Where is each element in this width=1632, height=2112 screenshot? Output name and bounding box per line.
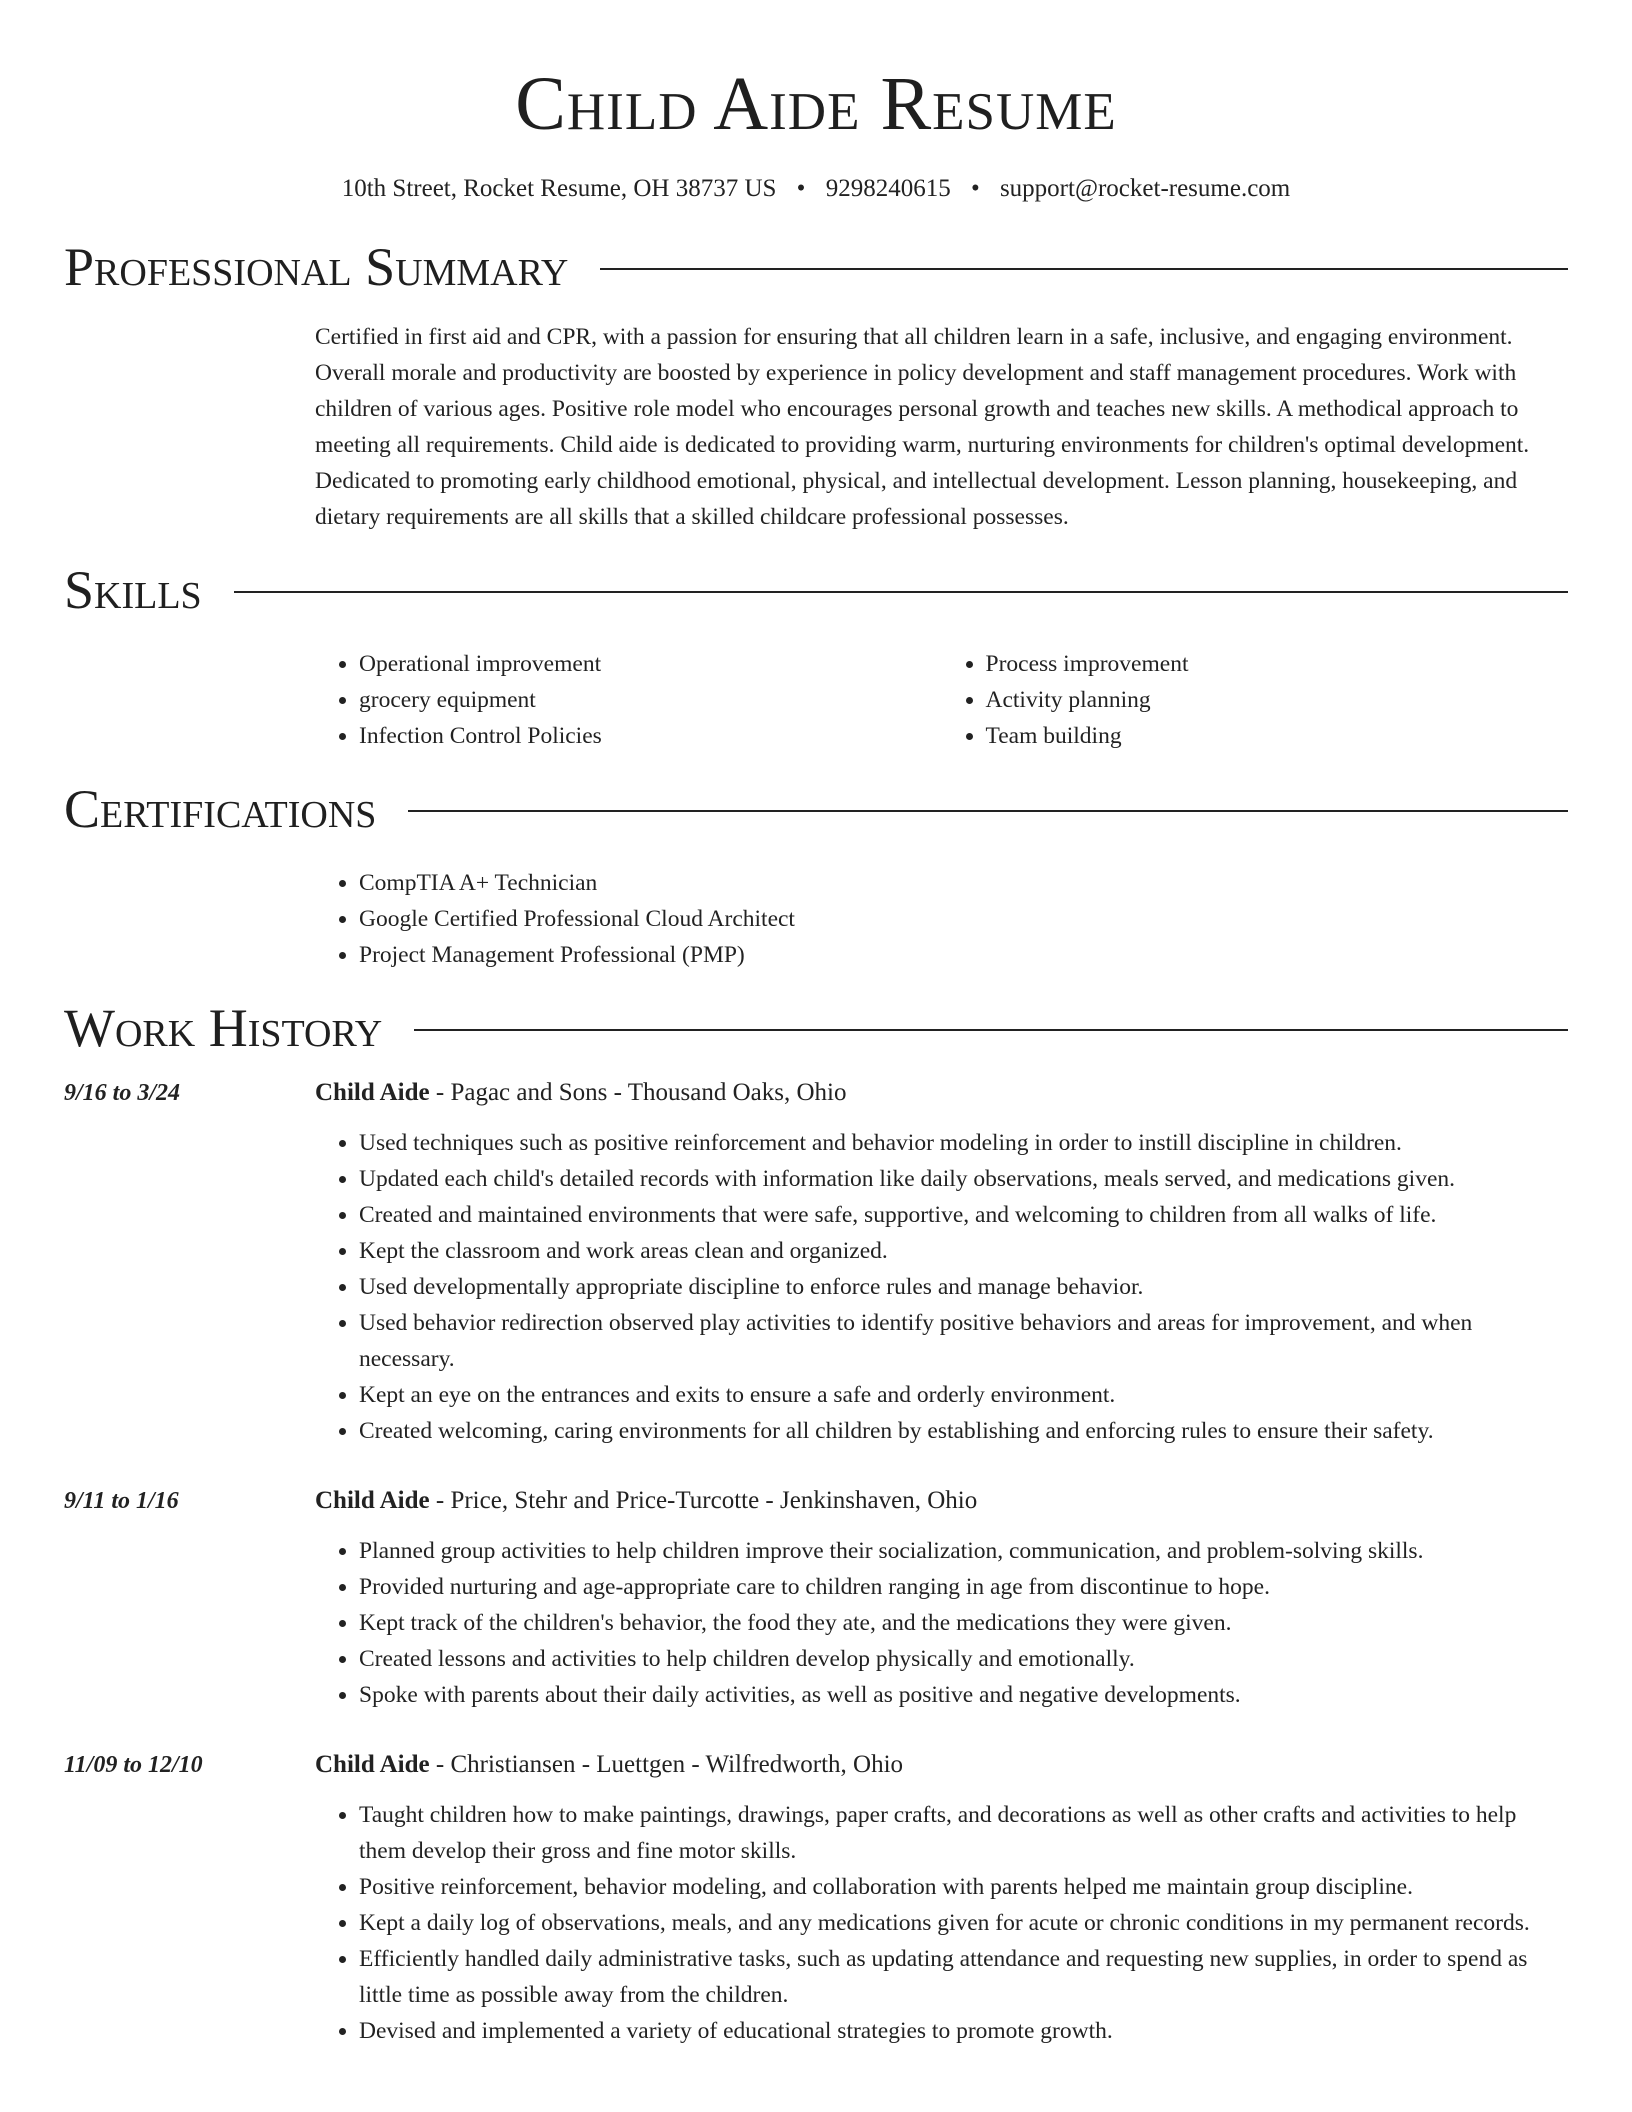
job-title: Child Aide [315, 1751, 430, 1778]
job-duty: • Created and maintained environments that were safe, supportive, and welcoming to children from all walks of life. [359, 1197, 1568, 1233]
job-duty: • Created lessons and activities to help children develop physically and emotionally. [359, 1641, 1568, 1677]
skills-section [64, 555, 1568, 754]
job-duty: • Kept track of the children's behavior, the food they ate, and the medications they were given. [359, 1605, 1568, 1641]
job-entry [64, 1483, 1568, 1713]
job-dates: 11/09 to 12/10 [64, 1752, 203, 1778]
job-duties-list [315, 1797, 1568, 2049]
job-duty: • Efficiently handled daily administrative tasks, such as updating attendance and requesting new supplies, in order to spend as little time as possible away from the children. [359, 1941, 1568, 2013]
job-title: Child Aide [315, 1487, 430, 1514]
job-duties-list [315, 1125, 1568, 1449]
skill-item: • Process improvement [986, 646, 1569, 682]
summary-text: Certified in first aid and CPR, with a passion for ensuring that all children learn in a safe, inclusive, and engaging environment. Overall morale and productivity are boosted by experience in policy development and staff management procedures. Work with children of various ages. Positive role model who encourages personal growth and teaches new skills. A methodical approach to meeting all requirements. Child aide is dedicated to providing warm, nurturing environments for children's optimal development. Dedicated to promoting early childhood emotional, physical, and intellectual development. Lesson planning, housekeeping, and dietary requirements are all skills that a skilled childcare professional possesses. [315, 324, 1530, 530]
job-header [315, 1747, 1568, 1783]
job-duty: • Planned group activities to help children improve their socialization, communication, and problem-solving skills. [359, 1533, 1568, 1569]
contact-separator: • [970, 175, 980, 202]
job-duty: • Spoke with parents about their daily activities, as well as positive and negative developments. [359, 1677, 1568, 1713]
certification-item: • CompTIA A+ Technician [359, 865, 1568, 901]
contact-email: support@rocket-resume.com [999, 175, 1291, 202]
section-divider [408, 810, 1568, 812]
contact-phone: 9298240615 [825, 175, 951, 202]
job-title: Child Aide [315, 1079, 430, 1106]
summary-section [64, 232, 1568, 535]
job-duty: • Kept a daily log of observations, meals, and any medications given for acute or chronic conditions in my permanent records. [359, 1905, 1568, 1941]
certifications-heading: Certifications [64, 779, 377, 839]
job-duty: • Used behavior redirection observed play activities to identify positive behaviors and areas for improvement, and when necessary. [359, 1305, 1568, 1377]
skill-item: • Activity planning [986, 682, 1569, 718]
job-entry [64, 1075, 1568, 1449]
certifications-list [315, 865, 1568, 973]
job-duty: • Created welcoming, caring environments for all children by establishing and enforcing rules to ensure their safety. [359, 1413, 1568, 1449]
skill-item: • Operational improvement [359, 646, 942, 682]
job-employer: - Christiansen - Luettgen - Wilfredworth, Ohio [429, 1751, 904, 1778]
job-duty: • Devised and implemented a variety of educational strategies to promote growth. [359, 2013, 1568, 2049]
certification-item: • Google Certified Professional Cloud Architect [359, 901, 1568, 937]
job-dates: 9/16 to 3/24 [64, 1080, 181, 1106]
job-duty: • Taught children how to make paintings, drawings, paper crafts, and decorations as well as other crafts and activities to help them develop their gross and fine motor skills. [359, 1797, 1568, 1869]
skill-item: • grocery equipment [359, 682, 942, 718]
summary-body [315, 319, 1568, 535]
work-history-heading: Work History [64, 998, 383, 1058]
job-dates: 9/11 to 1/16 [64, 1488, 179, 1514]
job-entry [64, 1747, 1568, 2049]
summary-header [64, 232, 1568, 302]
job-duties-list [315, 1533, 1568, 1713]
work-history-header [64, 993, 1568, 1063]
certifications-header [64, 774, 1568, 844]
job-header [315, 1075, 1568, 1111]
job-duty: • Positive reinforcement, behavior modeling, and collaboration with parents helped me maintain group discipline. [359, 1869, 1568, 1905]
summary-heading: Professional Summary [64, 237, 569, 297]
section-divider [600, 268, 1568, 270]
section-divider [234, 591, 1568, 593]
work-history-section [64, 993, 1568, 2049]
contact-line [64, 172, 1568, 206]
certification-item: • Project Management Professional (PMP) [359, 937, 1568, 973]
certifications-section [64, 774, 1568, 973]
job-details [315, 1075, 1568, 1449]
job-duty: • Used developmentally appropriate discipline to enforce rules and manage behavior. [359, 1269, 1568, 1305]
skills-header [64, 555, 1568, 625]
job-header [315, 1483, 1568, 1519]
job-duty: • Kept an eye on the entrances and exits to ensure a safe and orderly environment. [359, 1377, 1568, 1413]
job-duty: • Kept the classroom and work areas clean and organized. [359, 1233, 1568, 1269]
skills-list-right [942, 646, 1569, 754]
job-duty: • Provided nurturing and age-appropriate care to children ranging in age from discontinue to hope. [359, 1569, 1568, 1605]
job-employer: - Pagac and Sons - Thousand Oaks, Ohio [429, 1079, 847, 1106]
skills-body [315, 646, 1568, 754]
skills-heading: Skills [64, 560, 202, 620]
resume-page [64, 0, 1568, 2049]
skill-item: • Infection Control Policies [359, 718, 942, 754]
job-duty: • Updated each child's detailed records with information like daily observations, meals served, and medications given. [359, 1161, 1568, 1197]
certifications-body [315, 865, 1568, 973]
job-employer: - Price, Stehr and Price-Turcotte - Jenkinshaven, Ohio [429, 1487, 978, 1514]
skills-list-left [315, 646, 942, 754]
section-divider [414, 1029, 1568, 1031]
skill-item: • Team building [986, 718, 1569, 754]
job-duty: • Used techniques such as positive reinforcement and behavior modeling in order to instill discipline in children. [359, 1125, 1568, 1161]
contact-address: 10th Street, Rocket Resume, OH 38737 US [341, 175, 777, 202]
resume-title: Child Aide Resume [515, 62, 1117, 146]
contact-separator: • [796, 175, 806, 202]
job-details [315, 1747, 1568, 2049]
job-details [315, 1483, 1568, 1713]
